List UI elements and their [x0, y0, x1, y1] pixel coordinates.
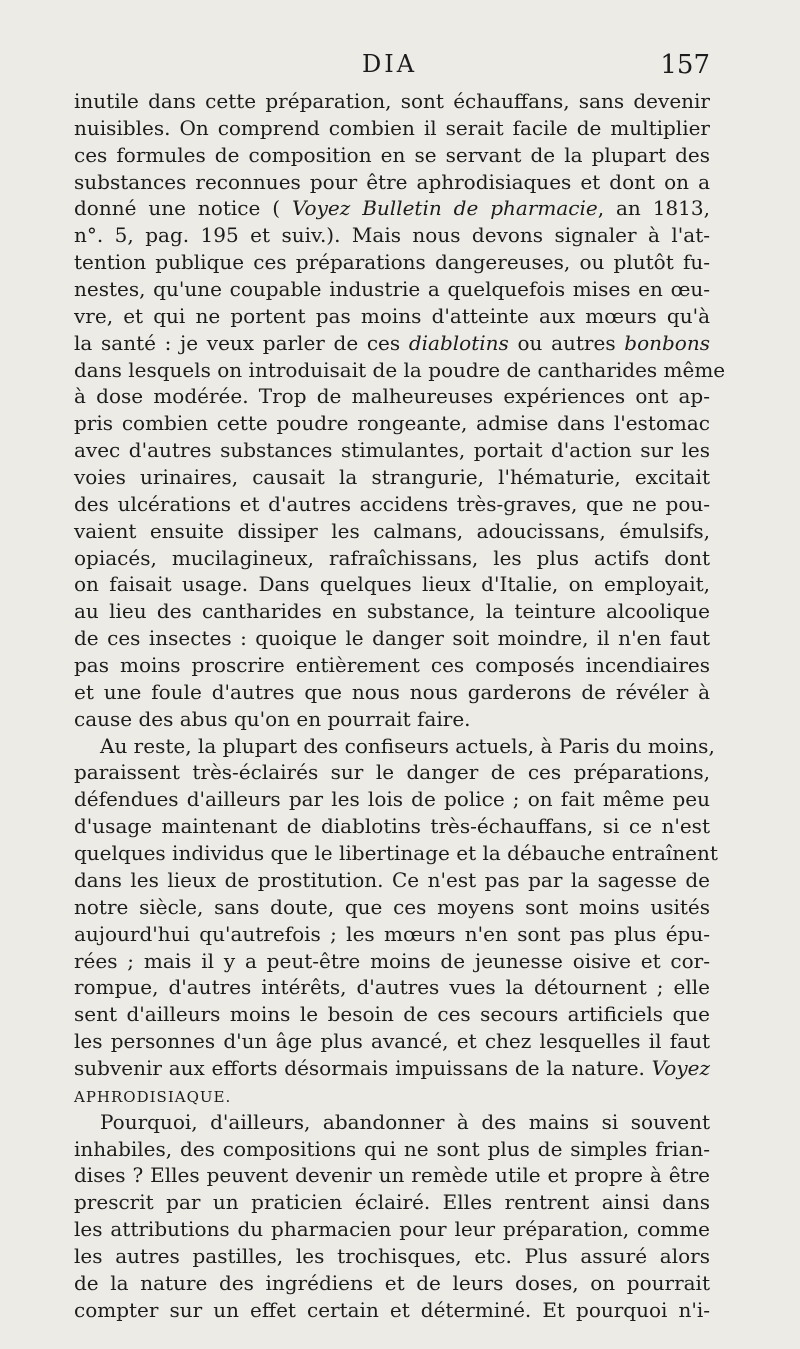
text-line: dans les lieux de prostitution. Ce n'est pas par la sagesse de	[74, 867, 710, 892]
small-caps-reference: APHRODISIAQUE.	[74, 1087, 232, 1106]
text-line: les autres pastilles, les trochisques, etc. Plus assuré alors	[74, 1243, 710, 1268]
text-line: et une foule d'autres que nous nous garderons de révéler à	[74, 679, 710, 704]
text-line: dises ? Elles peuvent devenir un remède utile et propre à être	[74, 1163, 710, 1188]
text-line	[74, 1082, 710, 1109]
text-line: prescrit par un praticien éclairé. Elles rentrent ainsi dans	[74, 1190, 710, 1215]
text-line: avec d'autres substances stimulantes, portait d'action sur les	[74, 438, 710, 463]
page-number: 157	[660, 50, 710, 80]
text-line: compter sur un effet certain et déterminé. Et pourquoi n'i-	[74, 1297, 710, 1322]
text-line: dans lesquels on introduisait de la poudre de cantharides même	[74, 357, 726, 382]
text-line: cause des abus qu'on en pourrait faire.	[74, 706, 471, 731]
italic-term: bonbons	[624, 330, 710, 355]
text-line: ces formules de composition en se servant de la plupart des	[74, 142, 710, 167]
text-line: sent d'ailleurs moins le besoin de ces secours artificiels que	[74, 1002, 710, 1027]
text-line: pris combien cette poudre rongeante, admise dans l'estomac	[74, 411, 710, 436]
text-line: notre siècle, sans doute, que ces moyens sont moins usités	[74, 894, 710, 919]
text-line: paraissent très-éclairés sur le danger de ces préparations,	[74, 760, 710, 785]
text-line: voies urinaires, causait la strangurie, l'hématurie, excitait	[74, 465, 710, 490]
italic-reference: Voyez Bulletin de pharmacie	[291, 196, 598, 221]
text-line: subvenir aux efforts désormais impuissans de la nature. Voyez	[74, 1055, 710, 1080]
text-line: vre, et qui ne portent pas moins d'atteinte aux mœurs qu'à	[74, 303, 710, 328]
text-line: substances reconnues pour être aphrodisiaques et dont on a	[74, 169, 710, 194]
running-head: DIA	[362, 50, 418, 78]
text-line: d'usage maintenant de diablotins très-échauffans, si ce n'est	[74, 814, 710, 839]
text-line: à dose modérée. Trop de malheureuses expériences ont ap-	[74, 384, 710, 409]
text-line: n°. 5, pag. 195 et suiv.). Mais nous devons signaler à l'at-	[74, 223, 710, 248]
text-line: donné une notice ( Voyez Bulletin de pharmacie, an 1813,	[74, 196, 710, 221]
text-line: de la nature des ingrédiens et de leurs doses, on pourrait	[74, 1270, 710, 1295]
text-line: rées ; mais il y a peut-être moins de jeunesse oisive et cor-	[74, 948, 710, 973]
text-line: défendues d'ailleurs par les lois de police ; on fait même peu	[74, 787, 710, 812]
text-line: nestes, qu'une coupable industrie a quelquefois mises en œu-	[74, 277, 710, 302]
text-line: les attributions du pharmacien pour leur préparation, comme	[74, 1217, 710, 1242]
text-line: pas moins proscrire entièrement ces composés incendiaires	[74, 653, 710, 678]
italic-term: diablotins	[408, 330, 509, 355]
text-line: opiacés, mucilagineux, rafraîchissans, les plus actifs dont	[74, 545, 710, 570]
text-line: inhabiles, des compositions qui ne sont plus de simples frian-	[74, 1136, 710, 1161]
text-line: la santé : je veux parler de ces diablotins ou autres bonbons	[74, 330, 710, 355]
text-line: vaient ensuite dissiper les calmans, adoucissans, émulsifs,	[74, 518, 710, 543]
text-line: rompue, d'autres intérêts, d'autres vues la détournent ; elle	[74, 975, 710, 1000]
text-line: quelques individus que le libertinage et la débauche entraînent	[74, 841, 718, 866]
text-line: on faisait usage. Dans quelques lieux d'Italie, on employait,	[74, 572, 710, 597]
text-line: de ces insectes : quoique le danger soit moindre, il n'en faut	[74, 626, 710, 651]
paragraph-start: Pourquoi, d'ailleurs, abandonner à des mains si souvent	[100, 1109, 710, 1134]
text-line: nuisibles. On comprend combien il serait facile de multiplier	[74, 115, 710, 140]
text-line: les personnes d'un âge plus avancé, et chez lesquelles il faut	[74, 1029, 710, 1054]
text-line: inutile dans cette préparation, sont échauffans, sans devenir	[74, 89, 710, 113]
text-line: aujourd'hui qu'autrefois ; les mœurs n'en sont pas plus épu-	[74, 921, 710, 946]
paragraph-start: Au reste, la plupart des confiseurs actuels, à Paris du moins,	[100, 733, 715, 758]
page-header	[74, 50, 710, 90]
text-line: au lieu des cantharides en substance, la teinture alcoolique	[74, 599, 710, 624]
text-line: des ulcérations et d'autres accidens très-graves, que ne pou-	[74, 491, 710, 516]
italic-reference: Voyez	[651, 1055, 710, 1080]
text-line: tention publique ces préparations dangereuses, ou plutôt fu-	[74, 250, 710, 275]
body-text	[74, 88, 726, 1324]
